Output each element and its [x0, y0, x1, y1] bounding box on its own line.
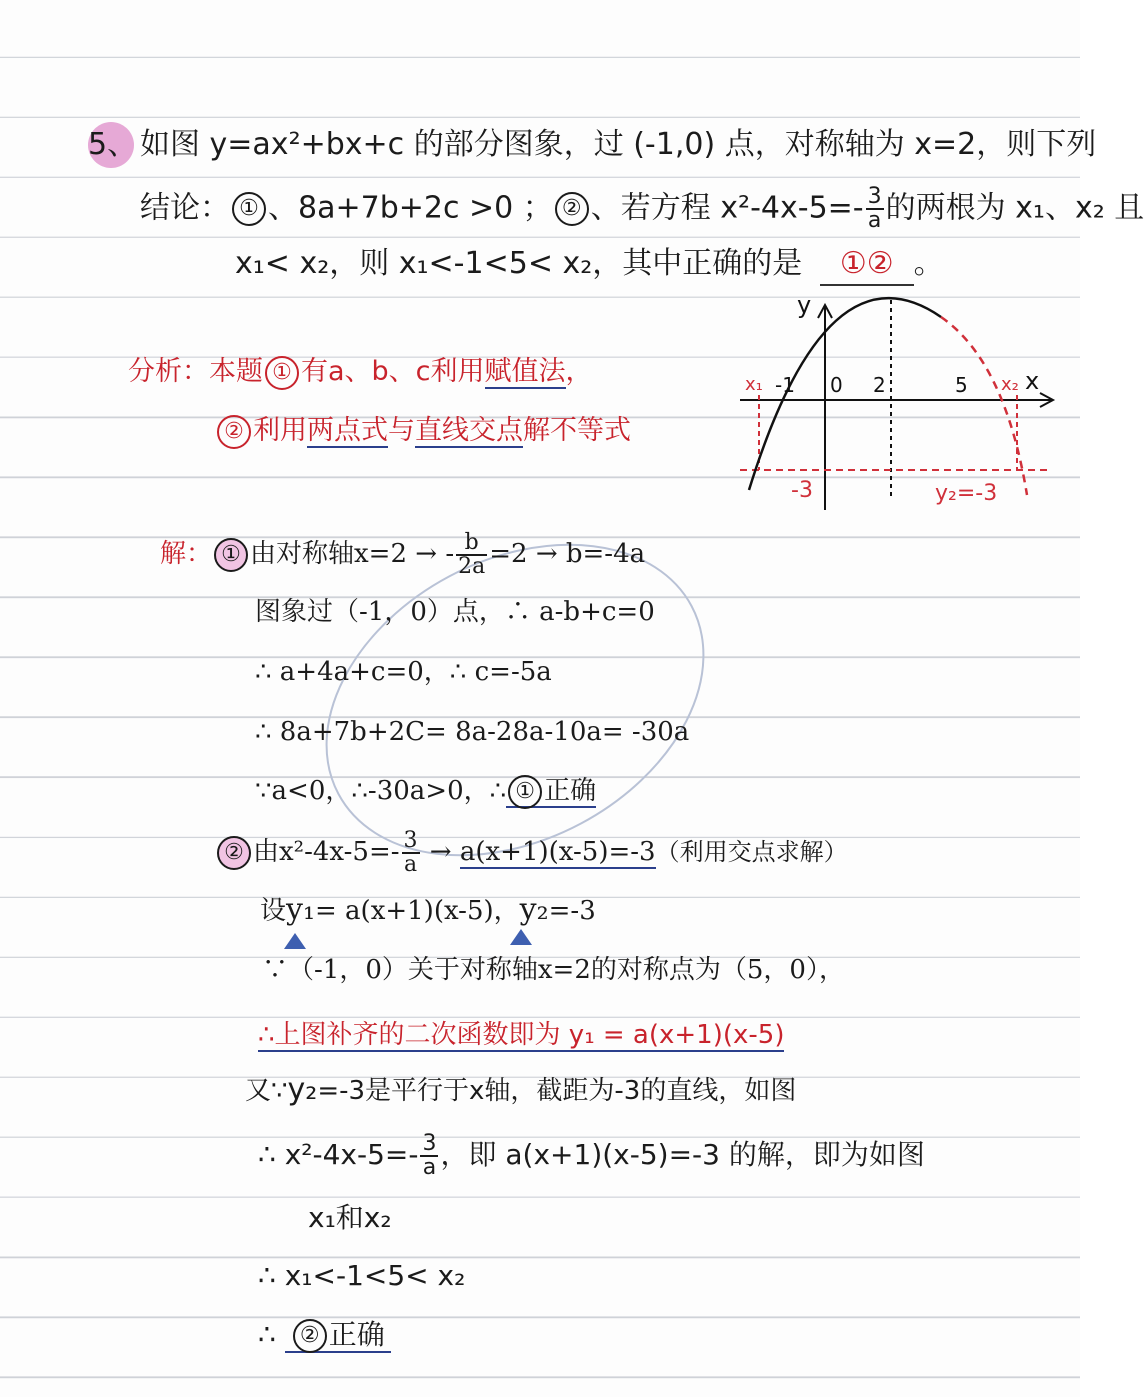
tick-2: 2	[873, 373, 886, 397]
solution-line-10	[245, 1070, 796, 1111]
solution-line-5	[255, 771, 596, 811]
eq-b: ，即 a(x+1)(x-5)=-3 的解，即为如图	[440, 1138, 925, 1171]
solution-s1-a: 由对称轴x=2 → -	[250, 539, 455, 569]
symmetric-point: ∵（-1，0）关于对称轴x=2的对称点为（5，0），	[262, 955, 845, 985]
solution-line-11	[258, 1133, 925, 1179]
roots: x₁和x₂	[308, 1201, 392, 1234]
analysis-text-d: 与	[388, 415, 415, 446]
conclusion-two-b: 的两根为 x₁、x₂ 且	[885, 190, 1144, 226]
again-text: =-3是平行于x轴，截距为-3的直线，如图	[317, 1076, 797, 1106]
frac-den: a	[867, 208, 882, 233]
parabola-graph	[735, 285, 1065, 520]
tick-0: 0	[830, 373, 843, 397]
solution-s2: 图象过（-1，0）点，∴ a-b+c=0	[255, 597, 655, 627]
y-axis-label: y	[797, 291, 812, 319]
y2-eq-label: y₂=-3	[935, 481, 998, 506]
conclusion-underlined	[285, 1318, 391, 1353]
analysis-text-a: 本题	[209, 356, 263, 387]
problem-line-2	[140, 186, 1144, 232]
solution-s5-a: ∵a<0，∴-30a>0，∴	[255, 776, 507, 806]
answer-text: ①②	[820, 244, 914, 286]
problem-line-3	[235, 244, 944, 286]
fraction-b-over-2a	[456, 532, 487, 578]
analysis-comma: ，	[565, 356, 593, 387]
inequality: ∴ x₁<-1<5< x₂	[258, 1259, 466, 1292]
problem-number-badge: 5、	[88, 122, 134, 168]
solution-s5-circle: ①	[508, 775, 542, 809]
analysis-circle-one: ①	[265, 356, 299, 390]
fraction-3-over-a	[866, 186, 884, 232]
solution-label: 解：	[160, 539, 213, 569]
solution-p2-a: 由x²-4x-5=-	[253, 837, 400, 867]
solution-line-12	[308, 1198, 392, 1238]
set-label: 设	[260, 896, 287, 926]
x2-label: x₂	[1001, 374, 1019, 395]
frac-num: b	[456, 532, 487, 556]
fraction-3-over-a-2	[402, 830, 420, 876]
fraction-3-over-a-3	[420, 1133, 438, 1179]
frac-num: 3	[422, 1131, 437, 1156]
circle-two: ②	[555, 192, 589, 226]
tick-5: 5	[955, 373, 968, 397]
solution-line-1	[160, 532, 645, 578]
conclusion-one: 、8a+7b+2c >0 ；	[268, 190, 553, 226]
problem-line-1	[88, 122, 1096, 168]
x1-label: x₁	[745, 374, 763, 395]
frac-num: 3	[867, 184, 882, 209]
frac-den: a	[403, 852, 418, 877]
solution-line-8	[262, 950, 845, 990]
problem-text-1: 如图 y=ax²+bx+c 的部分图象，过 (-1,0) 点，对称轴为 x=2，则下列	[140, 127, 1097, 162]
set-y1-expr: = a(x+1)(x-5)，	[315, 896, 520, 926]
conclusion-correct: 正确	[328, 1318, 385, 1351]
solution-s1-b: =2 → b=-4a	[489, 539, 646, 569]
solution-line-7	[260, 890, 596, 931]
triangle-marker-y1	[284, 933, 306, 949]
conclusion-two-a: 、若方程 x²-4x-5=-	[590, 190, 864, 226]
problem-text-3: x₁< x₂，则 x₁<-1<5< x₂，其中正确的是	[235, 246, 803, 281]
frac-den: 2a	[458, 554, 486, 579]
solution-s5-b: 正确	[544, 776, 597, 806]
eq-a: ∴ x²-4x-5=-	[258, 1138, 419, 1171]
solution-line-14	[258, 1315, 391, 1355]
conclusion-label: 结论：	[140, 190, 230, 226]
solution-s5-underlined	[506, 776, 596, 808]
triangle-marker-y2	[510, 929, 532, 945]
solution-line-9	[258, 1015, 784, 1055]
solution-line-13	[258, 1256, 465, 1296]
circle-one: ①	[232, 192, 266, 226]
set-y2-expr: =-3	[548, 896, 596, 926]
analysis-text-b: 有a、b、c利用	[301, 356, 485, 387]
again-y2: y₂	[287, 1072, 318, 1107]
solution-line-3	[255, 652, 552, 692]
assignment-method: 赋值法	[484, 356, 566, 387]
solution-line-4	[255, 712, 689, 752]
analysis-text-c: 利用	[253, 415, 307, 446]
solution-s3: ∴ a+4a+c=0，∴ c=-5a	[255, 657, 552, 687]
analysis-line-2	[215, 411, 631, 451]
solution-s4: ∴ 8a+7b+2C= 8a-28a-10a= -30a	[255, 717, 690, 747]
solution-line-6	[215, 830, 848, 876]
analysis-text-e: 解不等式	[523, 415, 631, 446]
arrow: →	[421, 837, 460, 867]
solution-p2-equation: a(x+1)(x-5)=-3	[459, 837, 656, 867]
completed-parabola: ∴上图补齐的二次函数即为 y₁ = a(x+1)(x-5)	[258, 1020, 785, 1050]
decorative-ellipse	[300, 540, 730, 860]
tick-neg1: -1	[775, 373, 795, 397]
analysis-label: 分析：	[128, 356, 209, 387]
parabola-dashed	[941, 317, 1027, 495]
solution-p2-note: （利用交点求解）	[655, 838, 848, 866]
frac-den: a	[422, 1155, 437, 1180]
solution-line-2	[255, 592, 655, 632]
conclusion-circle: ②	[293, 1319, 327, 1353]
set-y2: y₂	[519, 892, 549, 927]
analysis-line-1	[128, 352, 593, 392]
neg3-label: -3	[791, 478, 813, 503]
analysis-circle-two: ②	[217, 415, 251, 449]
set-y1: y₁	[286, 892, 315, 927]
period: 。	[913, 246, 944, 281]
solution-circle-one: ①	[214, 538, 248, 572]
conclusion-therefore: ∴	[258, 1318, 276, 1351]
x-axis-label: x	[1025, 367, 1040, 395]
frac-num: 3	[403, 828, 418, 853]
solution-circle-two: ②	[217, 836, 251, 870]
line-intersection: 直线交点	[415, 415, 523, 446]
two-point-form: 两点式	[307, 415, 388, 446]
again-label: 又∵	[245, 1076, 288, 1106]
